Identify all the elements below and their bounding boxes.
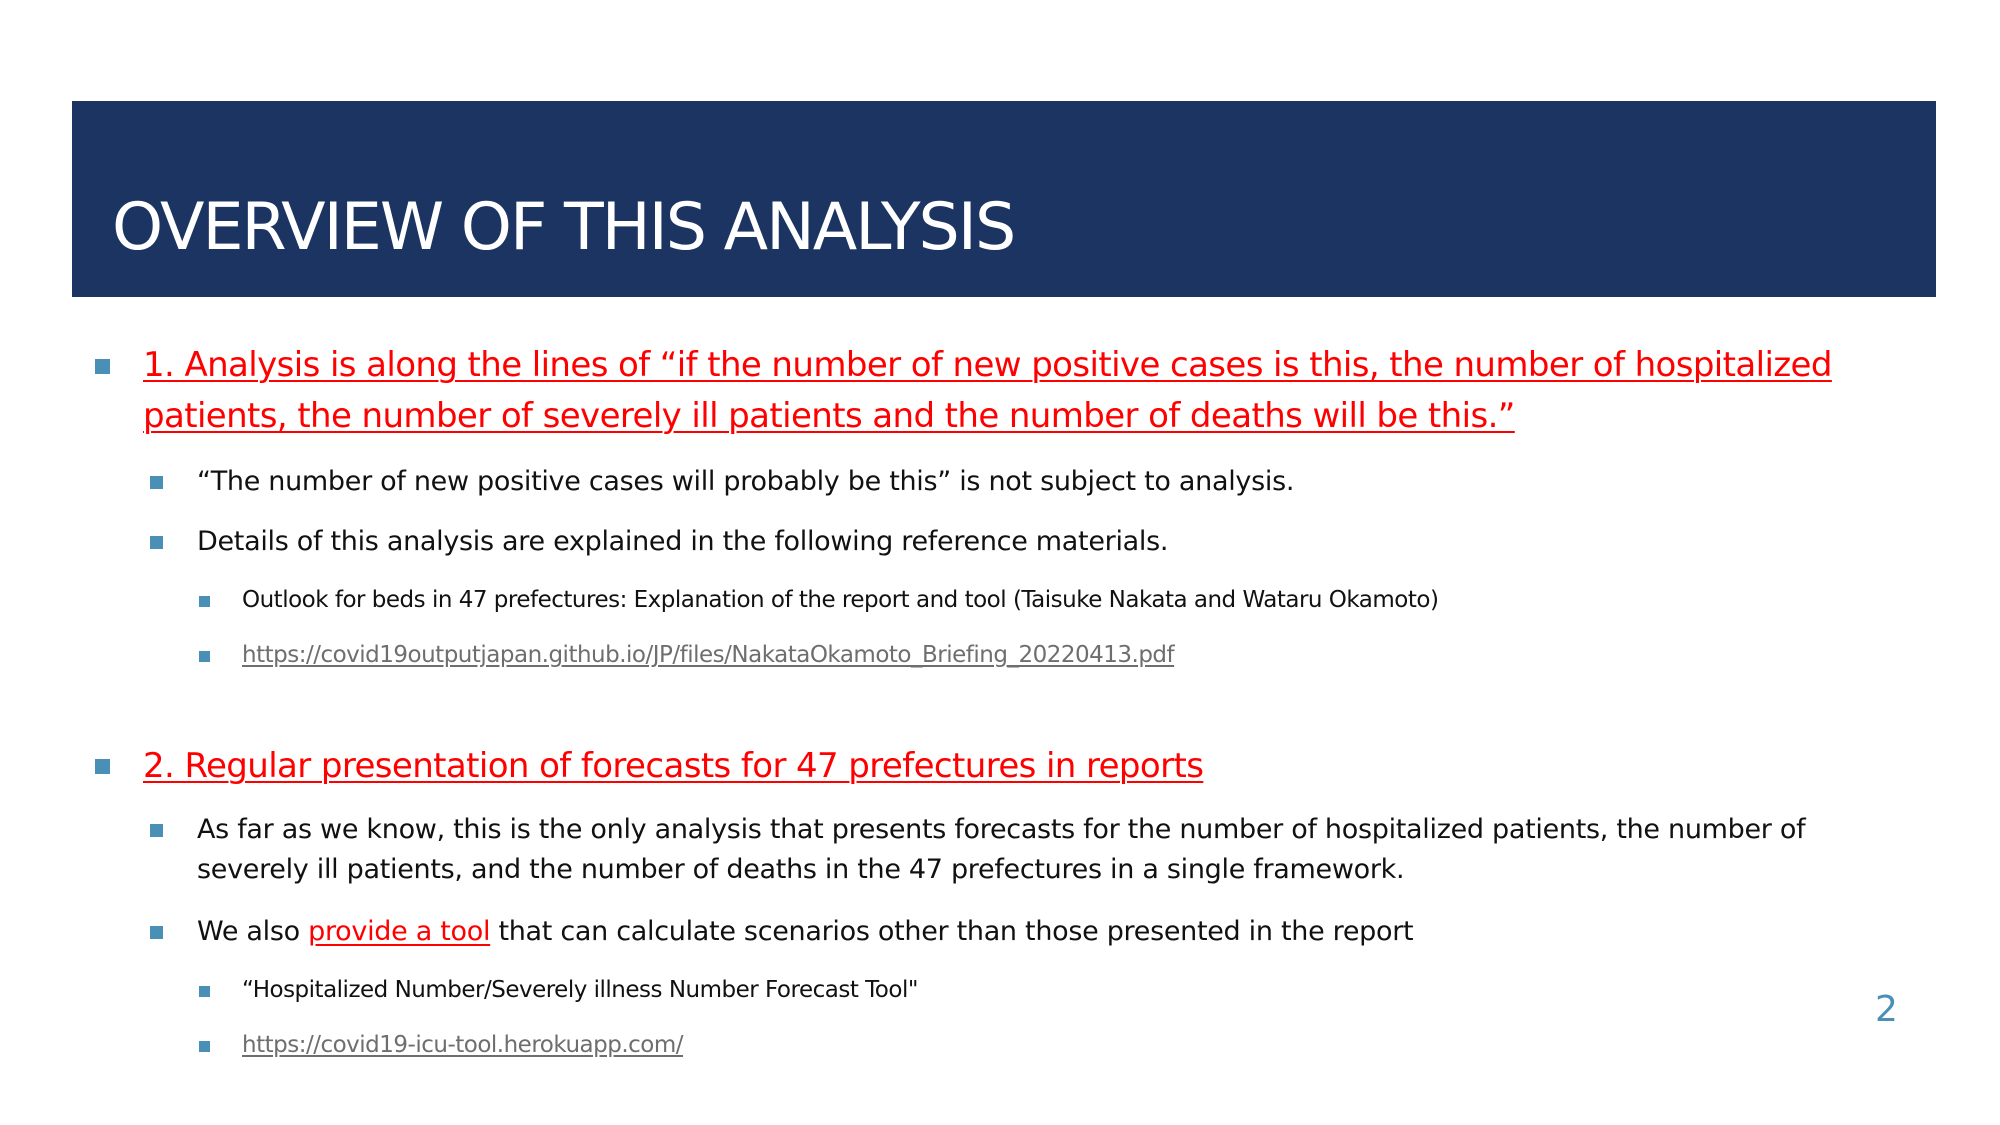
section1-point2-bullet-icon xyxy=(150,536,163,549)
section2-point2-bullet-icon xyxy=(150,926,163,939)
section2-point1-line2: severely ill patients, and the number of deaths in the 47 prefectures in a single framework. xyxy=(197,854,1405,885)
section2-point1-bullet-icon xyxy=(150,824,163,837)
provide-tool-link[interactable]: provide a tool xyxy=(308,916,491,947)
page-number: 2 xyxy=(1875,989,1898,1030)
tool-name: “Hospitalized Number/Severely illness Number Forecast Tool" xyxy=(242,977,918,1003)
section2-heading: 2. Regular presentation of forecasts for 47 prefectures in reports xyxy=(143,746,1204,786)
point2-prefix: We also xyxy=(197,916,309,947)
section1-heading-line1: 1. Analysis is along the lines of “if the number of new positive cases is this, the number of hospitalized xyxy=(143,345,1832,385)
point2-suffix: that can calculate scenarios other than those presented in the report xyxy=(490,916,1414,947)
section1-point1-bullet-icon xyxy=(150,476,163,489)
reference-title: Outlook for beds in 47 prefectures: Explanation of the report and tool (Taisuke Nakata and Wataru Okamoto) xyxy=(242,587,1439,613)
section2-point2 xyxy=(197,912,1413,952)
slide-title: OVERVIEW OF THIS ANALYSIS xyxy=(112,190,1015,265)
section1-point1: “The number of new positive cases will probably be this” is not subject to analysis. xyxy=(197,466,1295,497)
tool-url-link[interactable]: https://covid19-icu-tool.herokuapp.com/ xyxy=(242,1032,684,1058)
reference-url-link[interactable]: https://covid19outputjapan.github.io/JP/files/NakataOkamoto_Briefing_20220413.pdf xyxy=(242,642,1175,668)
tool-name-bullet-icon xyxy=(199,986,210,997)
section2-point1-line1: As far as we know, this is the only analysis that presents forecasts for the number of hospitalized patients, the number of xyxy=(197,814,1806,845)
section1-heading-line2: patients, the number of severely ill patients and the number of deaths will be this.” xyxy=(143,396,1515,436)
tool-url-bullet-icon xyxy=(199,1041,210,1052)
section1-bullet-icon xyxy=(95,359,110,374)
ref-url-bullet-icon xyxy=(199,651,210,662)
ref-title-bullet-icon xyxy=(199,596,210,607)
section1-point2: Details of this analysis are explained in the following reference materials. xyxy=(197,526,1169,557)
section2-bullet-icon xyxy=(95,759,110,774)
